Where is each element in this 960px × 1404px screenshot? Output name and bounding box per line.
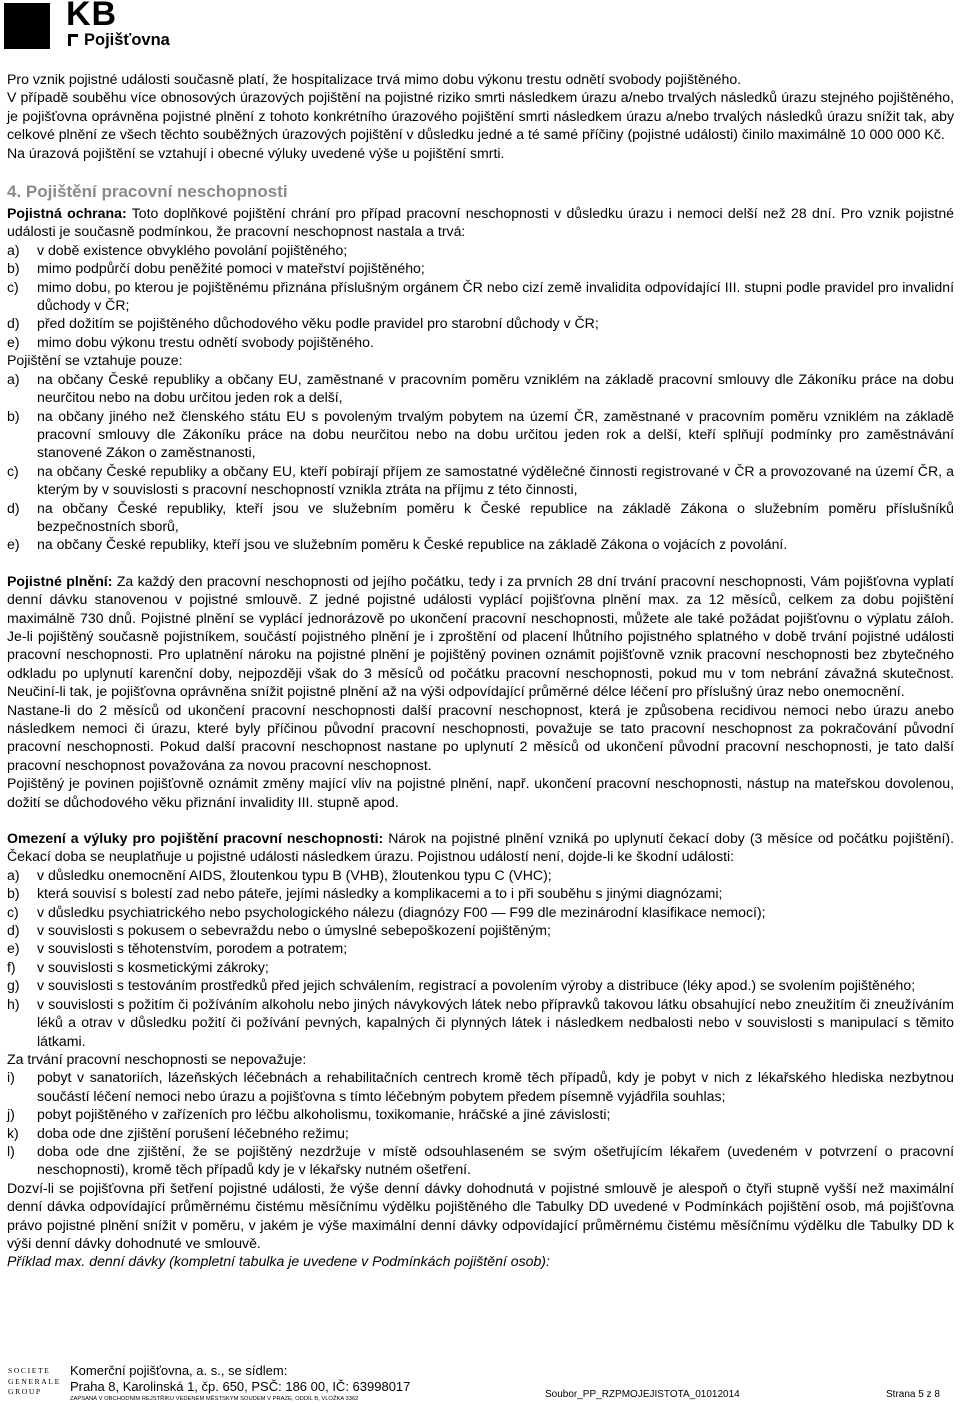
exclusion-marker: b) — [7, 885, 20, 902]
condition-text: mimo dobu výkonu trestu odnětí svobody pojištěného. — [37, 333, 374, 350]
footer-registry: ZAPSANÁ V OBCHODNÍM REJSTŘÍKU VEDENÉM MĚSTSKÝM SOUDEM V PRAZE, ODDÍL B, VLOŽKA 3362 — [70, 1396, 359, 1402]
not-considered-text: doba ode dne zjištění porušení léčebného režimu; — [37, 1124, 349, 1141]
coverage-text: na občany České republiky, kteří jsou ve služebním poměru k České republice na základě Zákona o vojácích z povolání. — [37, 536, 788, 553]
not-considered-marker: j) — [7, 1106, 15, 1123]
paragraph-exclusions-note: Na úrazová pojištění se vztahují i obecné výluky uvedené výše u pojištění smrti. — [7, 144, 505, 161]
not-considered-intro: Za trvání pracovní neschopnosti se nepovažuje: — [7, 1050, 307, 1067]
paragraph-protection — [7, 204, 954, 241]
exclusion-text: v souvislosti s těhotenstvím, porodem a potratem; — [37, 940, 348, 957]
not-considered-list — [7, 1068, 954, 1178]
coverage-intro: Pojištění se vztahuje pouze: — [7, 352, 183, 369]
exclusion-item — [7, 995, 954, 1050]
exclusion-text: v důsledku psychiatrického nebo psychologického nálezu (diagnózy F00 — F99 dle mezinárodní klasifikace nemocí); — [37, 903, 766, 920]
condition-marker: c) — [7, 278, 19, 295]
exclusion-text: která souvisí s bolestí zad nebo páteře, jejími následky a komplikacemi a to i při souběhu s jinými diagnózami; — [37, 885, 723, 902]
not-considered-marker: i) — [7, 1069, 15, 1086]
logo-corner-icon — [68, 34, 78, 46]
conditions-list — [7, 241, 954, 351]
coverage-marker: c) — [7, 462, 19, 479]
not-considered-text: pobyt pojištěného v zařízeních pro léčbu alkoholismu, toxikomanie, hráčské a jiné závislosti; — [37, 1106, 611, 1123]
exclusion-marker: h) — [7, 995, 20, 1012]
benefit-text: Za každý den pracovní neschopnosti od jejího počátku, tedy i za prvních 28 dní trvání pracovní neschopnosti, Vám pojišťovna vyplatí denní dávku stanovenou v pojistné smlouvě. Z jedné pojistné události vyplácí pojišťovna plnění max. za 12 měsíců, celkem za dobu pojištění maximálně 730 dnů. Pojistné plnění se vyplácí jednorázově po ukončení pracovní neschopnosti, můžete ale také požádat pojišťovnu o výplatu záloh. Je-li pojištěný současně pojistníkem, součástí pojistného plnění je i zproštění od placení lhůtního pojistného splatného v době trvání pojistné události pracovní neschopnosti. Pro uplatnění nároku na pojistné plnění je pojištěný povinen oznámit pojišťovně vznik pracovní neschopnosti bez zbytečného odkladu po uplynutí karenční doby, nejpozději však do 3 měsíců od počátku pracovní neschopnosti, pokud mu v tom nebrání závažná skutečnost. Neučiní-li tak, je pojišťovna oprávněna snížit pojistné plnění až na výši odpovídající průměrné délce léčení pro příslušný úraz nebo onemocnění. — [7, 572, 954, 700]
coverage-marker: e) — [7, 536, 20, 553]
limits-label: Omezení a výluky pro pojištění pracovní neschopnosti: — [7, 830, 384, 847]
protection-text: Toto doplňkové pojištění chrání pro případ pracovní neschopnosti v důsledku úrazu i nemoci delší než 28 dní. Pro vznik pojistné události je současně podmínkou, že pracovní neschopnost nastala a trvá: — [7, 205, 955, 240]
coverage-item — [7, 462, 954, 499]
not-considered-marker: l) — [7, 1142, 15, 1159]
benefit-label: Pojistné plnění: — [7, 572, 113, 589]
coverage-marker: a) — [7, 370, 20, 387]
condition-marker: e) — [7, 333, 20, 350]
exclusion-marker: d) — [7, 922, 20, 939]
exclusion-text: v souvislosti s testováním prostředků před jejich schválením, registrací a povolením výroby a distribuce (léky apod.) se svolením pojištěného; — [37, 977, 916, 994]
condition-item — [7, 278, 954, 315]
exclusion-item — [7, 958, 954, 976]
exclusion-item — [7, 976, 954, 994]
logo-kb-text: KB — [66, 0, 118, 33]
document-body — [7, 70, 954, 1271]
exclusion-text: v důsledku onemocnění AIDS, žloutenkou typu B (VHB), žloutenkou typu C (VHC); — [37, 866, 552, 883]
not-considered-item — [7, 1124, 954, 1142]
exclusion-text: v souvislosti s kosmetickými zákroky; — [37, 958, 269, 975]
coverage-item — [7, 407, 954, 462]
footer-company: Komerční pojišťovna, a. s., se sídlem: — [70, 1363, 288, 1378]
exclusion-marker: f) — [7, 958, 16, 975]
paragraph-recurrence: Nastane-li do 2 měsíců od ukončení pracovní neschopnosti další pracovní neschopnost, která je způsobena recidivou nemoci nebo úrazu anebo následkem nemoci či úrazu, které byly příčinou původní pracovní neschopnosti, považuje se tato pracovní neschopnost za pokračování původní pracovní neschopnosti. Pokud další pracovní neschopnost nastane po uplynutí 2 měsíců od ukončení původní pracovní neschopnosti, je tato další pracovní neschopnost považována za novou pracovní neschopnost. — [7, 701, 954, 773]
paragraph-duty: Pojištěný je povinen pojišťovně oznámit změny mající vliv na pojistné plnění, např. ukončení pracovní neschopnosti, nástup na mateřskou dovolenou, dožití se důchodového věku přiznání invalidity III. stupně apod. — [7, 775, 954, 810]
exclusion-item — [7, 884, 954, 902]
not-considered-item — [7, 1068, 954, 1105]
coverage-item — [7, 499, 954, 536]
exclusion-item — [7, 939, 954, 957]
footer-address: Praha 8, Karolinská 1, čp. 650, PSČ: 186 00, IČ: 63998017 — [70, 1379, 411, 1394]
not-considered-item — [7, 1142, 954, 1179]
condition-text: mimo dobu, po kterou je pojištěnému přiznána příslušným orgánem ČR nebo cizí země invalidita odpovídající III. stupni podle pravidel pro invalidní důchody v ČR; — [37, 278, 954, 314]
coverage-text: na občany jiného než členského státu EU s povoleným trvalým pobytem na území ČR, zaměstnané v pracovním poměru vzniklém na základě pracovní smlouvy dle Zákoníku práce na dobu neurčitou nebo na dobu určitou jeden rok a delší, kteří splňují podmínky pro zaměstnávání stanovené Zákon o zaměstnanosti, — [37, 407, 954, 461]
coverage-text: na občany České republiky a občany EU, zaměstnané v pracovním poměru vzniklém na základě pracovní smlouvy dle Zákoníku práce na dobu neurčitou nebo na dobu určitou jeden rok a delší, — [37, 370, 954, 406]
condition-text: mimo podpůrčí dobu peněžité pomoci v mateřství pojištěného; — [37, 260, 425, 277]
exclusion-item — [7, 921, 954, 939]
coverage-item — [7, 370, 954, 407]
coverage-text: na občany České republiky a občany EU, kteří pobírají příjem ze samostatné výdělečné činnosti registrované v ČR a provozované na území ČR, a kterým by v souvislosti s pracovní neschopností vznikla ztráta na příjmu z této činnosti, — [37, 462, 954, 498]
coverage-list — [7, 370, 954, 554]
exclusion-marker: c) — [7, 903, 19, 920]
condition-marker: d) — [7, 315, 20, 332]
not-considered-item — [7, 1105, 954, 1123]
exclusion-text: v souvislosti s pokusem o sebevraždu nebo o úmyslné sebepoškození pojištěným; — [37, 922, 551, 939]
exclusion-marker: g) — [7, 977, 20, 994]
exclusion-item — [7, 866, 954, 884]
logo-subtitle: Pojišťovna — [84, 31, 170, 49]
coverage-text: na občany České republiky, kteří jsou ve služebním poměru k České republice na základě Zákona o služebním poměru příslušníků bezpečnostních sborů, — [37, 499, 954, 534]
societe-generale-group-logo: SOCIETE GENERALE GROUP — [8, 1366, 61, 1396]
not-considered-text: pobyt v sanatoriích, lázeňských léčebnách a rehabilitačních centrech kromě těch případů, kdy je pobyt v nich z lékařského hlediska nezbytnou součástí léčení nemoci nebo úrazu a pojišťovna s tímto léčebným pobytem předem písemně vyjádřila souhlas; — [37, 1069, 954, 1104]
exclusions-list — [7, 866, 954, 1050]
exclusion-text: v souvislosti s požitím či požíváním alkoholu nebo jiných návykových látek nebo přípravků takovou látku obsahující nebo zneužitím či zneužíváním léků a otrav v důsledku požití či požívání pevných, kapalných či plynných látek i následkem nedbalosti nebo v souvislosti s manipulací s těmito látkami. — [37, 995, 954, 1049]
section-title: 4. Pojištění pracovní neschopnosti — [7, 182, 288, 202]
condition-marker: b) — [7, 260, 20, 277]
condition-text: v době existence obvyklého povolání pojištěného; — [37, 241, 348, 258]
not-considered-text: doba ode dne zjištění, že se pojištěný nezdržuje v místě odsouhlaseném se svým ošetřujícím lékařem (uvedeném v potvrzení o pracovní neschopnosti), kromě těch případů kdy je v lékařsky nutném ošetření. — [37, 1142, 954, 1178]
coverage-item — [7, 535, 954, 553]
paragraph-reduction: Dozví-li se pojišťovna při šetření pojistné události, že výše denní dávky dohodnutá v pojistné smlouvě je alespoň o čtyři stupně vyšší než maximální denní dávka odpovídající průměrnému čistému měsíčnímu výdělku pojištěného dle Tabulky DD uvedené v Podmínkách pojištění osob, má pojišťovna právo pojistné plnění snížit v poměru, v jakém je výše maximální denní dávky odpovídající průměrnému čistému měsíčnímu výdělku dle Tabulky DD k výši denní dávky dohodnuté ve smlouvě. — [7, 1179, 954, 1251]
protection-label: Pojistná ochrana: — [7, 205, 127, 222]
exclusion-item — [7, 903, 954, 921]
condition-item — [7, 241, 954, 259]
condition-text: před dožitím se pojištěného důchodového věku podle pravidel pro starobní důchody v ČR; — [37, 315, 599, 332]
condition-item — [7, 314, 954, 332]
logo-square — [4, 3, 50, 49]
paragraph-benefit — [7, 572, 954, 701]
paragraph-limits — [7, 829, 954, 866]
condition-item — [7, 333, 954, 351]
coverage-marker: d) — [7, 499, 20, 516]
coverage-marker: b) — [7, 407, 20, 424]
kb-logo — [4, 0, 184, 49]
paragraph-concurrence: V případě souběhu více obnosových úrazových pojištění na pojistné riziko smrti následkem úrazu a/nebo trvalých následků úrazu stejného pojištěného, je pojišťovna oprávněna pojistné plnění z tohoto konkrétního úrazového pojištění smrti následkem úrazu a/nebo trvalých následků úrazu snížit tak, aby celkové plnění ze všech těchto souběžných úrazových pojištění v důsledku jedné a té samé příčiny (pojistné události) činilo maximálně 10 000 000 Kč. — [7, 89, 954, 143]
exclusion-marker: e) — [7, 940, 20, 957]
footer-file-name: Soubor_PP_RZPMOJEJISTOTA_01012014 — [545, 1389, 740, 1400]
limits-text: Nárok na pojistné plnění vzniká po uplynutí čekací doby (3 měsíce od počátku pojištění). Čekací doba se neuplatňuje u pojistné události následkem úrazu. Pojistnou událostí není, dojde-li ke škodní události: — [7, 830, 954, 865]
condition-item — [7, 259, 954, 277]
page-footer — [0, 1363, 960, 1404]
footer-page-number: Strana 5 z 8 — [886, 1389, 940, 1400]
condition-marker: a) — [7, 241, 20, 258]
not-considered-marker: k) — [7, 1124, 19, 1141]
paragraph-example: Příklad max. denní dávky (kompletní tabulka je uvedene v Podmínkách pojištění osob): — [7, 1253, 550, 1270]
paragraph-hospitalization: Pro vznik pojistné události současně platí, že hospitalizace trvá mimo dobu výkonu trestu odnětí svobody pojištěného. — [7, 71, 742, 87]
exclusion-marker: a) — [7, 866, 20, 883]
